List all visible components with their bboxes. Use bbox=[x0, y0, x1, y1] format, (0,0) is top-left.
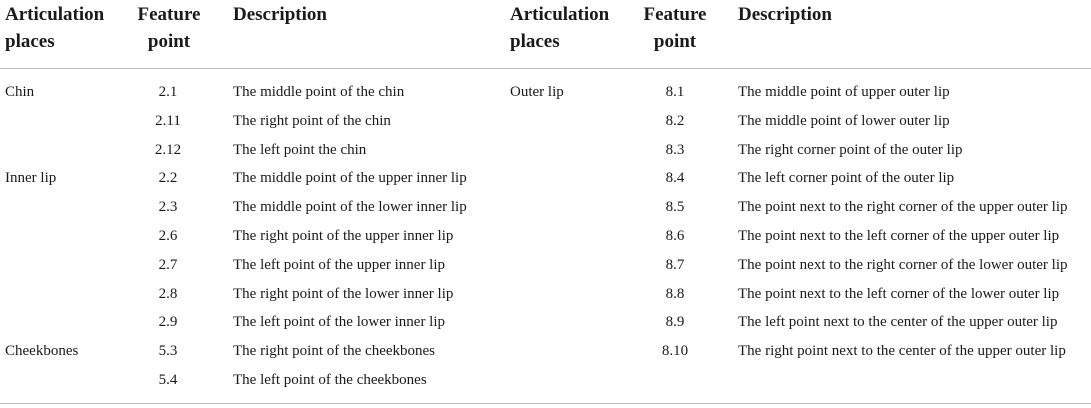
feature-point-cell: 2.8 bbox=[158, 285, 178, 302]
feature-point-cell: 2.12 bbox=[154, 141, 182, 158]
description-cell: The right point next to the center of the upper outer lip bbox=[738, 343, 1066, 360]
description-cell: The middle point of the lower inner lip bbox=[233, 199, 467, 216]
description-cell: The left point the chin bbox=[233, 141, 367, 158]
header-text: Description bbox=[738, 4, 832, 25]
header-text: Feature bbox=[137, 4, 201, 25]
articulation-place-cell: Chin bbox=[5, 84, 35, 100]
feature-point-cell: 2.9 bbox=[158, 314, 178, 331]
header-text: point bbox=[147, 31, 191, 52]
articulation-place-cell: Inner lip bbox=[5, 170, 57, 187]
description-cell: The middle point of lower outer lip bbox=[738, 112, 950, 129]
header-feature-point-right bbox=[641, 1, 709, 55]
feature-point-cell: 5.3 bbox=[158, 343, 178, 360]
table-header bbox=[0, 0, 1091, 69]
feature-point-cell: 8.2 bbox=[665, 112, 685, 129]
table-row bbox=[0, 107, 1091, 136]
table-row bbox=[0, 251, 1091, 280]
description-cell: The left corner point of the outer lip bbox=[738, 170, 955, 187]
table-row bbox=[0, 308, 1091, 337]
feature-point-cell: 2.1 bbox=[158, 84, 178, 100]
header-articulation-places-right bbox=[510, 1, 609, 55]
description-cell: The point next to the left corner of the upper outer lip bbox=[738, 227, 1060, 244]
header-text: Description bbox=[233, 4, 327, 25]
header-feature-point-left bbox=[136, 1, 202, 55]
table-row bbox=[0, 136, 1091, 165]
feature-point-cell: 8.10 bbox=[661, 343, 689, 360]
header-text: places bbox=[510, 31, 560, 52]
header-text: Feature bbox=[643, 4, 707, 25]
description-cell: The right point of the cheekbones bbox=[233, 343, 436, 360]
table-row bbox=[0, 193, 1091, 222]
feature-point-cell: 2.3 bbox=[158, 199, 178, 216]
description-cell: The middle point of upper outer lip bbox=[738, 84, 950, 100]
table-row bbox=[0, 366, 1091, 395]
table-body bbox=[0, 78, 1091, 395]
feature-point-cell: 8.1 bbox=[665, 84, 685, 100]
description-cell: The point next to the right corner of the upper outer lip bbox=[738, 199, 1068, 216]
description-cell: The middle point of the upper inner lip bbox=[233, 170, 467, 187]
header-text: Articulation bbox=[5, 4, 105, 25]
feature-point-cell: 2.2 bbox=[158, 170, 178, 187]
feature-point-cell: 8.9 bbox=[665, 314, 685, 331]
header-description-left bbox=[233, 1, 327, 28]
feature-point-cell: 2.7 bbox=[158, 256, 178, 273]
feature-point-cell: 2.11 bbox=[155, 112, 181, 129]
description-cell: The point next to the left corner of the lower outer lip bbox=[738, 285, 1060, 302]
description-cell: The left point of the upper inner lip bbox=[233, 256, 446, 273]
feature-point-cell: 8.6 bbox=[665, 227, 685, 244]
description-cell: The right point of the upper inner lip bbox=[233, 227, 454, 244]
description-cell: The left point of the cheekbones bbox=[233, 371, 427, 388]
feature-point-cell: 2.6 bbox=[158, 227, 178, 244]
articulation-place-cell: Cheekbones bbox=[5, 343, 79, 360]
header-text: places bbox=[5, 31, 55, 52]
feature-point-cell: 8.8 bbox=[665, 285, 685, 302]
feature-point-cell: 8.4 bbox=[665, 170, 685, 187]
articulation-place-cell: Outer lip bbox=[510, 84, 564, 100]
description-cell: The middle point of the chin bbox=[233, 84, 405, 100]
table-row bbox=[0, 164, 1091, 193]
table-bottom-rule bbox=[0, 403, 1091, 404]
feature-point-cell: 8.3 bbox=[665, 141, 685, 158]
feature-point-cell: 8.5 bbox=[665, 199, 685, 216]
description-cell: The left point of the lower inner lip bbox=[233, 314, 446, 331]
header-description-right bbox=[738, 1, 832, 28]
table-row bbox=[0, 222, 1091, 251]
table-row bbox=[0, 280, 1091, 309]
table-row bbox=[0, 78, 1091, 107]
description-cell: The right corner point of the outer lip bbox=[738, 141, 963, 158]
table-row bbox=[0, 337, 1091, 366]
header-text: Articulation bbox=[510, 4, 610, 25]
feature-point-cell: 5.4 bbox=[158, 371, 178, 388]
description-cell: The left point next to the center of the upper outer lip bbox=[738, 314, 1058, 331]
description-cell: The right point of the chin bbox=[233, 112, 391, 129]
header-text: point bbox=[653, 31, 697, 52]
header-articulation-places-left bbox=[5, 1, 104, 55]
description-cell: The point next to the right corner of the lower outer lip bbox=[738, 256, 1068, 273]
description-cell: The right point of the lower inner lip bbox=[233, 285, 454, 302]
feature-point-cell: 8.7 bbox=[665, 256, 685, 273]
